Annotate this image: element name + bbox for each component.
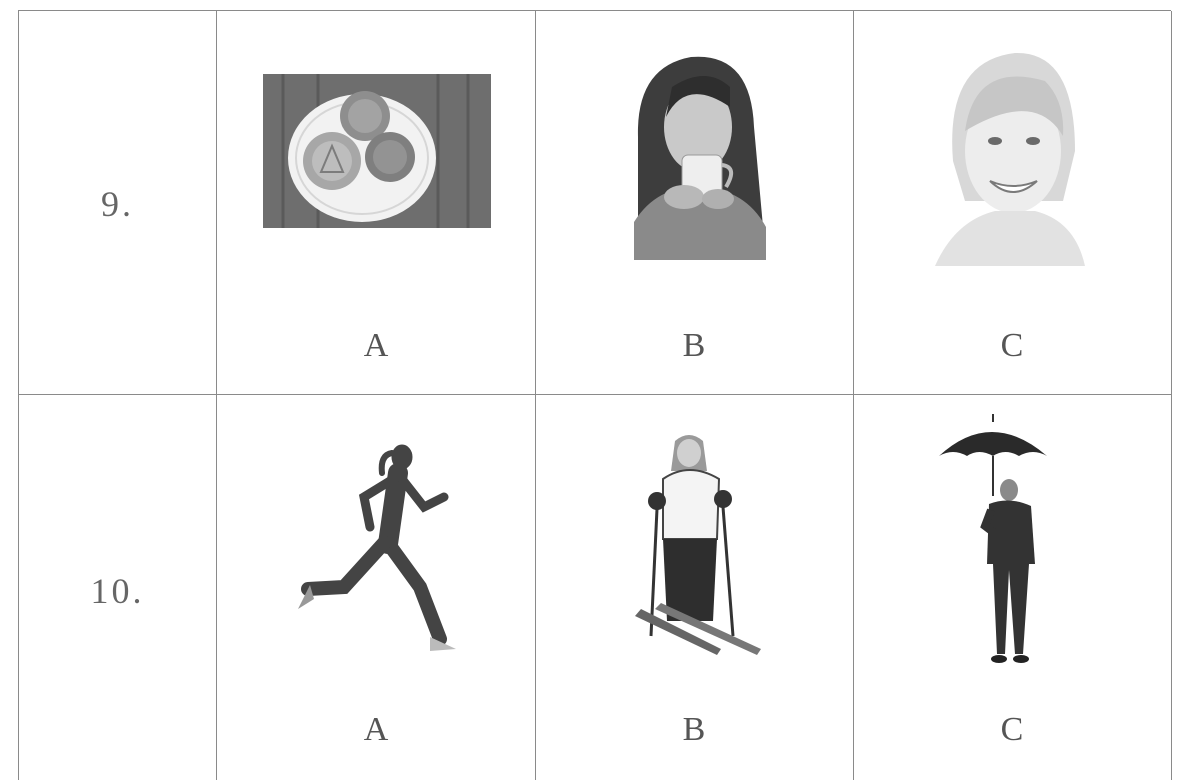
woman-drinking-image (626, 47, 771, 260)
column-divider (216, 11, 217, 780)
smiling-woman-image (935, 41, 1085, 266)
column-divider (535, 11, 536, 780)
option-letter-10c: C (1000, 711, 1024, 748)
option-letter-9a: A (363, 327, 389, 364)
column-divider (1171, 11, 1172, 780)
option-letter-10b: B (682, 711, 706, 748)
man-umbrella-image (935, 414, 1055, 666)
option-letter-9c: C (1000, 327, 1024, 364)
question-number-10: 10. (90, 571, 145, 611)
mooncakes-plate-image (263, 74, 491, 228)
option-letter-10a: A (363, 711, 389, 748)
row-divider (19, 394, 1171, 395)
skiing-woman-image (627, 431, 767, 656)
question-number-9: 9. (101, 184, 134, 224)
running-woman-image (284, 439, 464, 654)
column-divider (853, 11, 854, 780)
option-letter-9b: B (682, 327, 706, 364)
question-table (18, 10, 1171, 780)
